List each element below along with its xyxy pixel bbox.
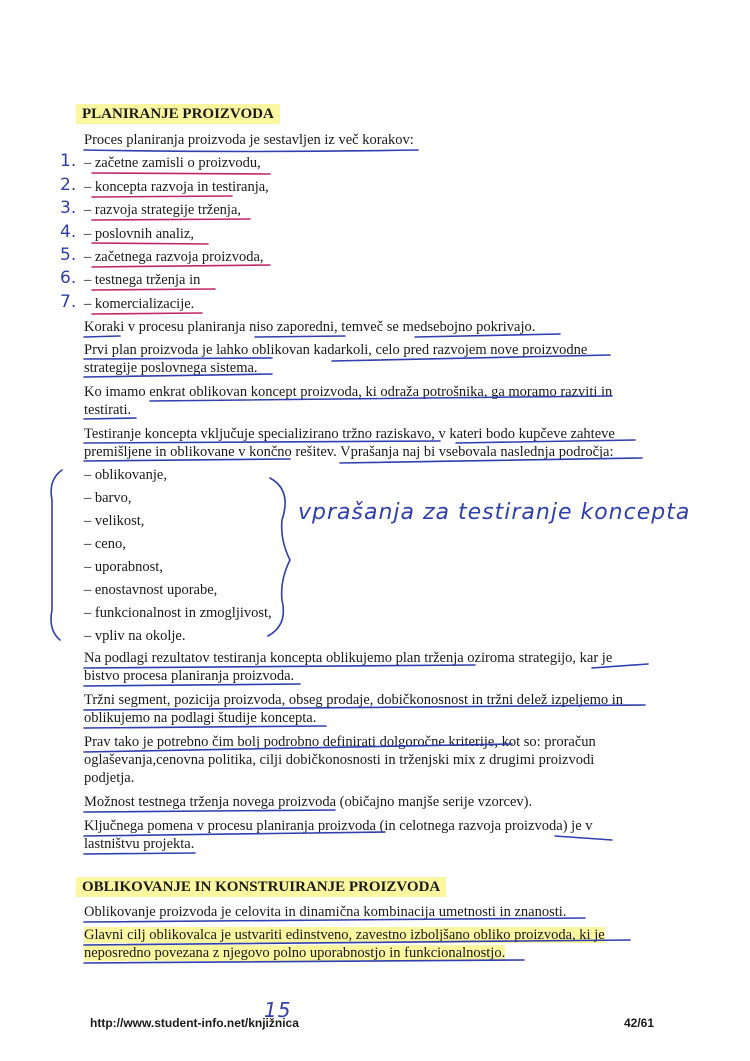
intro-line: Proces planiranja proizvoda je sestavljen iz več korakov: <box>84 132 414 148</box>
step-number: 5. <box>60 245 77 265</box>
step-number: 3. <box>60 198 77 218</box>
paragraph-line: Prav tako je potrebno čim bolj podrobno definirati dolgoročne kriterije, kot so: proračun <box>84 734 596 750</box>
underline <box>92 196 232 197</box>
step-item: – začetne zamisli o proizvodu, <box>84 155 261 171</box>
paragraph-line: lastništvu projekta. <box>84 836 195 852</box>
handwritten-note: vprašanja za testiranje koncepta <box>298 500 691 525</box>
highlighted-text: Glavni cilj oblikovalca je ustvariti edinstveno, zavestno izboljšano obliko proizvoda, ki je <box>84 927 605 943</box>
step-number: 4. <box>60 222 77 242</box>
step-number: 6. <box>60 268 77 288</box>
paragraph-line: Prvi plan proizvoda je lahko oblikovan kadarkoli, celo pred razvojem nove proizvodne <box>84 342 588 358</box>
paragraph-line: Ko imamo enkrat oblikovan koncept proizvoda, ki odraža potrošnika, ga moramo razviti in <box>84 384 613 400</box>
heading-text: OBLIKOVANJE IN KONSTRUIRANJE PROIZVODA <box>76 877 446 897</box>
underline <box>92 313 202 314</box>
paragraph-line: testirati. <box>84 402 132 418</box>
paragraph-line <box>84 926 605 944</box>
underline <box>92 219 250 220</box>
underline <box>84 853 195 854</box>
paragraph-line <box>84 944 505 962</box>
step-number: 7. <box>60 292 77 312</box>
step-item: – poslovnih analiz, <box>84 226 194 242</box>
underline <box>92 173 270 174</box>
step-number: 2. <box>60 175 77 195</box>
paragraph-line: oblikujemo na podlagi študije koncepta. <box>84 710 317 726</box>
paragraph-line: strategije poslovnega sistema. <box>84 360 258 376</box>
paragraph-line: Na podlagi rezultatov testiranja koncepta oblikujemo plan trženja oziroma strategijo, kar je <box>84 650 613 666</box>
paragraph-line: oglaševanja,cenovna politika, cilji dobičkonosnosti in trženjski mix z drugimi proizvodi <box>84 752 595 768</box>
footer-url: http://www.student-info.net/knjižnica <box>90 1016 299 1030</box>
section-heading-oblikovanje <box>76 877 446 897</box>
area-item: – uporabnost, <box>84 559 163 575</box>
paragraph-line: Testiranje koncepta vključuje specializirano tržno raziskavo, v kateri bodo kupčeve zahteve <box>84 426 615 442</box>
step-item: – razvoja strategije trženja, <box>84 202 242 218</box>
paragraph-line: Koraki v procesu planiranja niso zaporedni, temveč se medsebojno pokrivajo. <box>84 319 536 335</box>
underline <box>92 289 215 290</box>
area-item: – funkcionalnost in zmogljivost, <box>84 605 272 621</box>
step-item: – začetnega razvoja proizvoda, <box>84 249 264 265</box>
area-item: – enostavnost uporabe, <box>84 582 218 598</box>
area-item: – ceno, <box>84 536 126 552</box>
paragraph-line: premišljene in oblikovane v končno rešitev. Vprašanja naj bi vsebovala naslednja področja: <box>84 444 614 460</box>
bracket <box>51 470 62 640</box>
heading-text: PLANIRANJE PROIZVODA <box>76 104 280 124</box>
highlighted-text: neposredno povezana z njegovo polno uporabnostjo in funkcionalnostjo. <box>84 945 506 961</box>
step-item: – koncepta razvoja in testiranja, <box>84 179 269 195</box>
step-item: – komercializacije. <box>84 296 195 312</box>
handwritten-page-number: 15 <box>264 998 292 1022</box>
step-number: 1. <box>60 151 77 171</box>
paragraph-line: Ključnega pomena v procesu planiranja proizvoda (in celotnega razvoja proizvoda) je v <box>84 818 593 834</box>
paragraph-line: bistvo procesa planiranja proizvoda. <box>84 668 295 684</box>
area-item: – barvo, <box>84 490 132 506</box>
paragraph-line: Tržni segment, pozicija proizvoda, obseg prodaje, dobičkonosnost in tržni delež izpeljemo in <box>84 692 624 708</box>
paragraph-line: podjetja. <box>84 770 135 786</box>
paragraph-line: Možnost testnega trženja novega proizvoda (običajno manjše serije vzorcev). <box>84 794 533 810</box>
area-item: – oblikovanje, <box>84 467 167 483</box>
section-heading-planiranje <box>76 104 280 124</box>
underline <box>84 150 418 152</box>
paragraph-line: Oblikovanje proizvoda je celovita in dinamična kombinacija umetnosti in znanosti. <box>84 904 567 920</box>
footer-page-number: 42/61 <box>624 1016 655 1030</box>
area-item: – vpliv na okolje. <box>84 628 186 644</box>
area-item: – velikost, <box>84 513 145 529</box>
underline <box>92 243 208 244</box>
step-item: – testnega trženja in <box>84 272 201 288</box>
